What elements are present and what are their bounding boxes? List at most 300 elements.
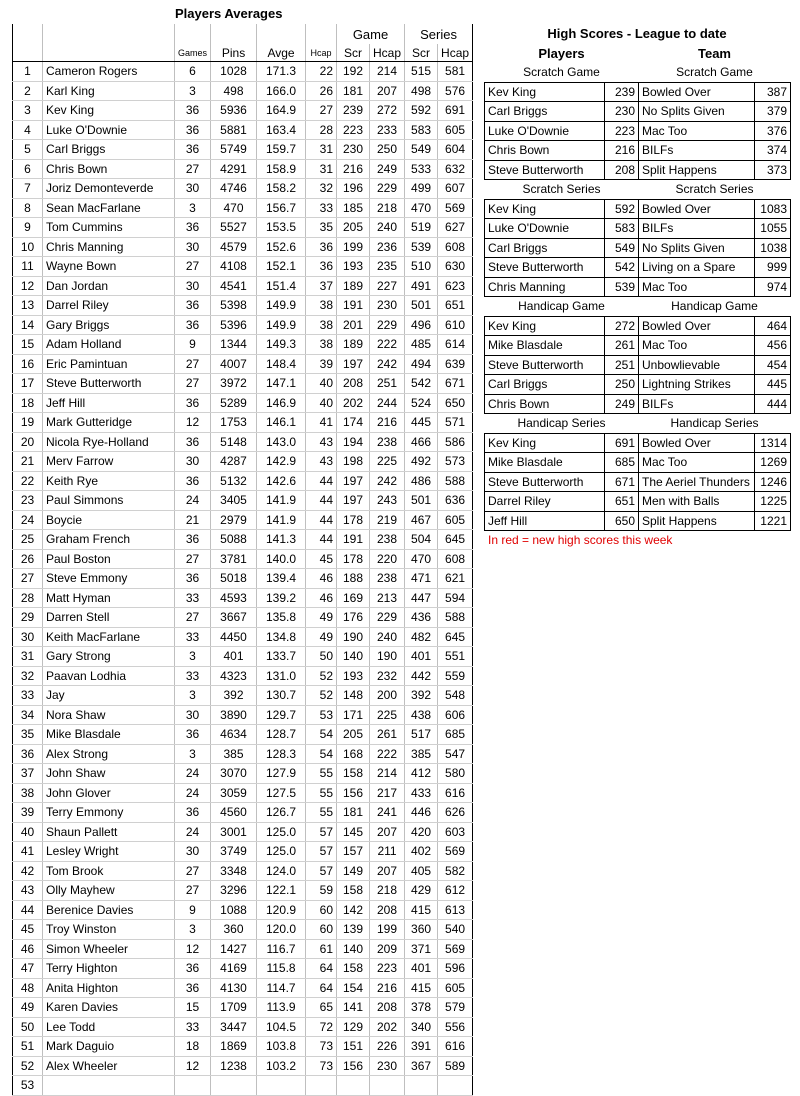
series-hcap-cell: 588 [438,471,473,491]
team-section-label: Handicap Series [639,414,791,434]
player-score-cell: 671 [605,472,639,492]
players-section-label: Scratch Game [485,63,639,82]
game-scr-cell: 189 [337,335,370,355]
series-scr-cell: 549 [405,140,438,160]
game-hcap-cell: 232 [370,666,405,686]
game-scr-cell: 168 [337,744,370,764]
series-scr-cell: 466 [405,432,438,452]
games-cell: 3 [175,686,211,706]
rank-cell: 23 [13,491,43,511]
rank-cell: 42 [13,861,43,881]
team-cell: Living on a Spare [639,258,755,278]
hcap-cell: 54 [306,744,337,764]
games-cell: 36 [175,471,211,491]
hcap-cell: 50 [306,647,337,667]
pins-cell: 5527 [211,218,257,238]
series-scr-cell: 433 [405,783,438,803]
hcap-cell: 49 [306,608,337,628]
game-hcap-cell: 218 [370,881,405,901]
avge-cell: 104.5 [257,1017,306,1037]
games-cell: 36 [175,315,211,335]
player-score-cell: 272 [605,316,639,336]
games-cell: 36 [175,725,211,745]
player-score-cell: 208 [605,160,639,180]
series-hcap-cell: 579 [438,998,473,1018]
games-cell: 15 [175,998,211,1018]
player-cell: Kev King [485,433,605,453]
player-name-cell: Jeff Hill [43,393,175,413]
pins-cell: 4450 [211,627,257,647]
table-row [13,764,473,784]
hcap-cell: 31 [306,159,337,179]
pins-cell: 1753 [211,413,257,433]
game-scr-cell: 151 [337,1037,370,1057]
avge-cell: 146.9 [257,393,306,413]
player-score-cell: 216 [605,141,639,161]
table-row [13,81,473,101]
table-row [13,1037,473,1057]
team-cell: Mac Too [639,336,755,356]
pins-cell: 5398 [211,296,257,316]
pins-cell: 4108 [211,257,257,277]
game-hcap-cell: 242 [370,471,405,491]
section-header-row [485,63,791,82]
games-cell: 30 [175,237,211,257]
hcap-cell: 36 [306,257,337,277]
game-scr-cell: 193 [337,666,370,686]
page-title: Players Averages [175,6,283,21]
series-scr-cell: 436 [405,608,438,628]
rank-cell: 39 [13,803,43,823]
games-cell: 27 [175,608,211,628]
player-cell: Luke O'Downie [485,121,605,141]
empty-cell [438,1076,473,1096]
games-cell: 36 [175,959,211,979]
series-hcap-cell: 576 [438,81,473,101]
player-name-cell: Terry Highton [43,959,175,979]
series-hcap-cell: 588 [438,608,473,628]
game-hcap-cell: 229 [370,179,405,199]
empty-cell [257,1076,306,1096]
hcap-cell: 31 [306,140,337,160]
game-scr-cell: 129 [337,1017,370,1037]
hcap-cell: 55 [306,783,337,803]
avge-cell: 128.3 [257,744,306,764]
player-score-cell: 685 [605,453,639,473]
game-hcap-cell: 209 [370,939,405,959]
game-scr-cell: 192 [337,62,370,82]
high-score-row [485,219,791,239]
game-scr-cell: 189 [337,276,370,296]
pins-cell: 4007 [211,354,257,374]
game-hcap-cell: 230 [370,296,405,316]
games-header: Games [175,44,211,62]
team-score-cell: 445 [755,375,791,395]
team-score-cell: 1246 [755,472,791,492]
player-cell: Kev King [485,199,605,219]
high-score-row [485,258,791,278]
rank-cell: 19 [13,413,43,433]
rank-cell: 13 [13,296,43,316]
table-row [13,881,473,901]
game-hcap-cell: 227 [370,276,405,296]
rank-cell: 5 [13,140,43,160]
games-cell: 27 [175,257,211,277]
games-cell: 30 [175,179,211,199]
series-hcap-cell: 650 [438,393,473,413]
pins-cell: 1238 [211,1056,257,1076]
game-hcap-cell: 238 [370,432,405,452]
pins-cell: 3296 [211,881,257,901]
games-cell: 33 [175,588,211,608]
player-score-cell: 250 [605,375,639,395]
games-cell: 6 [175,62,211,82]
hcap-cell: 38 [306,335,337,355]
series-scr-cell: 542 [405,374,438,394]
hcap-cell: 27 [306,101,337,121]
series-hcap-cell: 608 [438,549,473,569]
rank-cell: 32 [13,666,43,686]
player-name-cell: Jay [43,686,175,706]
hcap-cell: 45 [306,549,337,569]
pins-cell: 1427 [211,939,257,959]
series-hcap-cell: 569 [438,198,473,218]
player-score-cell: 261 [605,336,639,356]
rank-cell: 3 [13,101,43,121]
game-scr-cell: 149 [337,861,370,881]
rank-cell: 35 [13,725,43,745]
game-hcap-cell: 220 [370,549,405,569]
game-scr-cell: 157 [337,842,370,862]
player-name-cell: Paavan Lodhia [43,666,175,686]
hcap-cell: 38 [306,296,337,316]
player-name-cell: Graham French [43,530,175,550]
header-group-row [13,24,473,44]
game-scr-cell: 158 [337,764,370,784]
team-cell: Bowled Over [639,199,755,219]
empty-cell [306,1076,337,1096]
pins-cell: 3001 [211,822,257,842]
games-cell: 12 [175,413,211,433]
player-name-cell: Wayne Bown [43,257,175,277]
table-row [13,822,473,842]
hcap-cell: 43 [306,452,337,472]
table-row [13,218,473,238]
table-row [13,101,473,121]
games-cell: 24 [175,491,211,511]
player-cell: Carl Briggs [485,238,605,258]
game-hcap-cell: 229 [370,315,405,335]
series-hcap-cell: 569 [438,842,473,862]
high-score-row [485,121,791,141]
player-name-cell: Karen Davies [43,998,175,1018]
games-cell: 36 [175,803,211,823]
rank-cell: 10 [13,237,43,257]
game-scr-cell: 230 [337,140,370,160]
hcap-cell: 38 [306,315,337,335]
games-cell: 36 [175,120,211,140]
table-row [13,432,473,452]
team-section-label: Handicap Game [639,297,791,317]
player-name-cell: Troy Winston [43,920,175,940]
game-hcap-cell: 225 [370,705,405,725]
pins-cell: 5148 [211,432,257,452]
team-section-label: Scratch Game [639,63,791,82]
avge-cell: 149.9 [257,315,306,335]
pins-cell: 3059 [211,783,257,803]
series-hcap-cell: 605 [438,978,473,998]
avge-cell: 149.9 [257,296,306,316]
series-hcap-cell: 616 [438,1037,473,1057]
player-score-cell: 650 [605,511,639,531]
game-scr-cell: 208 [337,374,370,394]
avge-cell: 127.5 [257,783,306,803]
player-name-cell: Kev King [43,101,175,121]
games-cell: 9 [175,335,211,355]
player-averages-table [12,24,473,1096]
hcap-cell: 57 [306,842,337,862]
player-cell: Carl Briggs [485,102,605,122]
games-cell: 33 [175,1017,211,1037]
game-hcap-cell: 242 [370,354,405,374]
game-hcap-cell: 238 [370,569,405,589]
series-hcap-cell: 606 [438,705,473,725]
pins-cell: 1028 [211,62,257,82]
hcap-cell: 72 [306,1017,337,1037]
series-scr-cell: 533 [405,159,438,179]
series-scr-cell: 340 [405,1017,438,1037]
game-hcap-cell: 243 [370,491,405,511]
game-scr-header: Scr [337,44,370,62]
player-score-cell: 249 [605,394,639,414]
avge-cell: 114.7 [257,978,306,998]
hcap-cell: 43 [306,432,337,452]
rank-cell: 12 [13,276,43,296]
series-scr-cell: 401 [405,647,438,667]
avge-cell: 120.0 [257,920,306,940]
player-name-cell: Gary Briggs [43,315,175,335]
high-score-row [485,336,791,356]
series-hcap-cell: 645 [438,627,473,647]
game-hcap-cell: 230 [370,1056,405,1076]
team-cell: Split Happens [639,511,755,531]
rank-cell: 1 [13,62,43,82]
series-hcap-cell: 581 [438,62,473,82]
rank-cell: 50 [13,1017,43,1037]
hcap-cell: 46 [306,588,337,608]
games-cell: 36 [175,530,211,550]
table-row [13,608,473,628]
games-cell: 24 [175,783,211,803]
pins-cell: 2979 [211,510,257,530]
series-hcap-cell: 582 [438,861,473,881]
rank-cell: 34 [13,705,43,725]
hcap-header: Hcap [306,44,337,62]
games-cell: 30 [175,452,211,472]
series-scr-cell: 470 [405,549,438,569]
game-hcap-cell: 240 [370,627,405,647]
rank-cell: 28 [13,588,43,608]
games-cell: 36 [175,978,211,998]
player-name-cell: Lesley Wright [43,842,175,862]
high-score-row [485,277,791,297]
team-score-cell: 1038 [755,238,791,258]
player-name-cell: Tom Cummins [43,218,175,238]
rank-cell: 40 [13,822,43,842]
hcap-cell: 36 [306,237,337,257]
hcap-cell: 54 [306,725,337,745]
team-cell: Bowled Over [639,316,755,336]
game-scr-cell: 201 [337,315,370,335]
series-scr-cell: 467 [405,510,438,530]
player-name-cell: Keith MacFarlane [43,627,175,647]
pins-cell: 4593 [211,588,257,608]
hcap-cell: 33 [306,198,337,218]
rank-cell: 30 [13,627,43,647]
table-row [13,452,473,472]
player-score-cell: 651 [605,492,639,512]
hcap-cell: 57 [306,861,337,881]
hcap-cell: 73 [306,1056,337,1076]
hcap-cell: 52 [306,666,337,686]
games-cell: 9 [175,900,211,920]
rank-cell: 37 [13,764,43,784]
high-score-row [485,238,791,258]
games-cell: 27 [175,861,211,881]
table-row [13,549,473,569]
hcap-cell: 46 [306,569,337,589]
player-name-cell: Keith Rye [43,471,175,491]
game-scr-cell: 197 [337,471,370,491]
game-hcap-cell: 207 [370,861,405,881]
games-cell: 21 [175,510,211,530]
game-hcap-cell: 217 [370,783,405,803]
series-hcap-cell: 603 [438,822,473,842]
team-cell: No Splits Given [639,102,755,122]
rank-cell: 29 [13,608,43,628]
player-name-cell: Anita Highton [43,978,175,998]
avge-cell: 151.4 [257,276,306,296]
series-scr-cell: 485 [405,335,438,355]
player-rows [13,62,473,1096]
rank-cell: 26 [13,549,43,569]
pins-cell: 5088 [211,530,257,550]
games-cell: 18 [175,1037,211,1057]
games-cell: 27 [175,881,211,901]
pins-cell: 3348 [211,861,257,881]
game-scr-cell: 185 [337,198,370,218]
high-score-row [485,355,791,375]
team-cell: No Splits Given [639,238,755,258]
game-hcap-cell: 222 [370,744,405,764]
pins-cell: 5936 [211,101,257,121]
games-cell: 3 [175,647,211,667]
table-row [13,159,473,179]
empty-cell [370,1076,405,1096]
avge-cell: 139.4 [257,569,306,589]
avge-cell: 127.9 [257,764,306,784]
avge-cell: 146.1 [257,413,306,433]
table-row [13,510,473,530]
table-row [13,140,473,160]
team-score-cell: 1083 [755,199,791,219]
player-name-cell: Sean MacFarlane [43,198,175,218]
table-row [13,588,473,608]
series-hcap-cell: 626 [438,803,473,823]
hcap-cell: 60 [306,920,337,940]
table-row [13,354,473,374]
table-row [13,276,473,296]
series-scr-cell: 391 [405,1037,438,1057]
avge-cell: 129.7 [257,705,306,725]
player-name-cell: Darrel Riley [43,296,175,316]
rank-cell: 8 [13,198,43,218]
pins-cell: 5018 [211,569,257,589]
avge-cell: 139.2 [257,588,306,608]
pins-cell: 401 [211,647,257,667]
series-scr-cell: 510 [405,257,438,277]
avge-cell: 131.0 [257,666,306,686]
avge-cell: 115.8 [257,959,306,979]
game-hcap-cell: 238 [370,530,405,550]
player-name-cell: Nicola Rye-Holland [43,432,175,452]
team-score-cell: 464 [755,316,791,336]
games-cell: 36 [175,140,211,160]
rank-cell: 49 [13,998,43,1018]
series-scr-cell: 491 [405,276,438,296]
game-scr-cell: 178 [337,510,370,530]
player-name-cell: Tom Brook [43,861,175,881]
high-score-row [485,141,791,161]
games-cell: 36 [175,296,211,316]
game-scr-cell: 202 [337,393,370,413]
game-hcap-cell: 233 [370,120,405,140]
game-scr-cell: 158 [337,881,370,901]
series-hcap-cell: 627 [438,218,473,238]
section-header-row [485,297,791,317]
pins-cell: 5749 [211,140,257,160]
game-scr-cell: 191 [337,296,370,316]
pins-cell: 3070 [211,764,257,784]
series-scr-cell: 420 [405,822,438,842]
rank-cell: 11 [13,257,43,277]
rank-cell: 51 [13,1037,43,1057]
table-row [13,861,473,881]
series-hcap-cell: 613 [438,900,473,920]
avge-cell: 125.0 [257,822,306,842]
avge-cell: 141.9 [257,491,306,511]
avge-header: Avge [257,44,306,62]
games-cell: 3 [175,744,211,764]
hcap-cell: 44 [306,471,337,491]
game-hcap-cell: 272 [370,101,405,121]
player-score-cell: 542 [605,258,639,278]
table-row [13,471,473,491]
team-cell: BILFs [639,219,755,239]
avge-cell: 148.4 [257,354,306,374]
series-hcap-cell: 596 [438,959,473,979]
avge-cell: 130.7 [257,686,306,706]
series-scr-cell: 415 [405,978,438,998]
series-scr-cell: 402 [405,842,438,862]
avge-cell: 159.7 [257,140,306,160]
series-scr-cell: 515 [405,62,438,82]
pins-cell: 5396 [211,315,257,335]
section-header-row [485,180,791,200]
players-header: Players [538,46,585,61]
games-cell: 24 [175,764,211,784]
avge-cell: 142.9 [257,452,306,472]
